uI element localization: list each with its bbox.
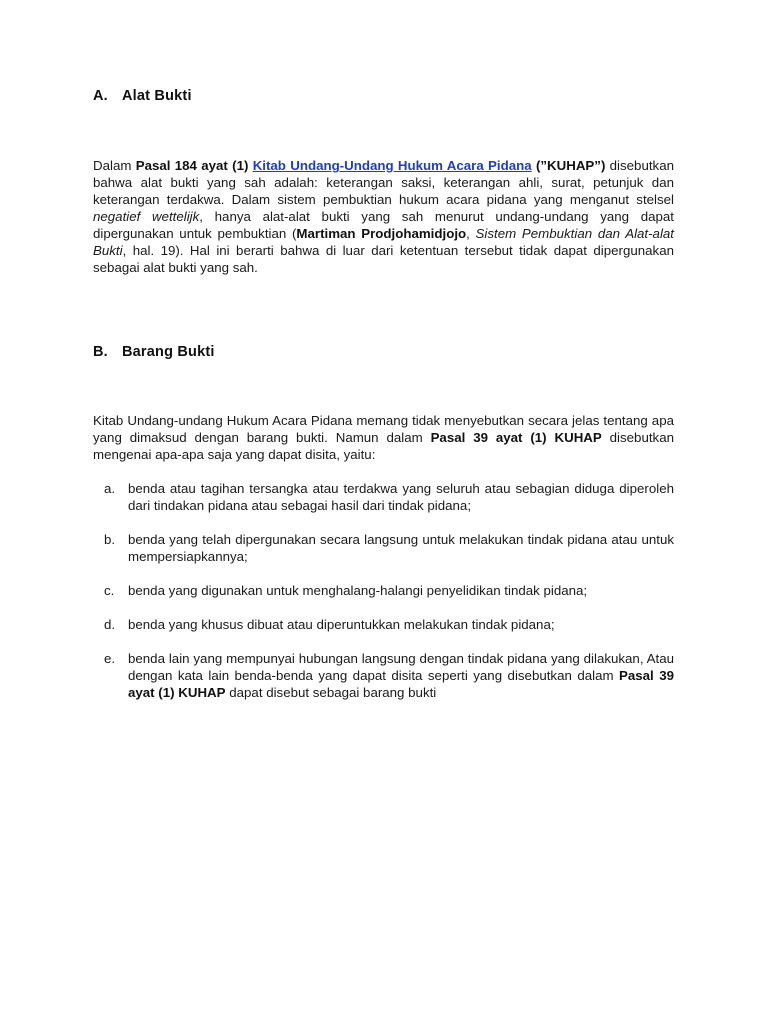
list-item-text: benda yang telah dipergunakan secara langsung untuk melakukan tindak pidana atau untuk mempersiapkannya; [128, 532, 674, 564]
list-item-text: benda yang digunakan untuk menghalang-halangi penyelidikan tindak pidana; [128, 583, 588, 598]
section-a-heading [93, 88, 192, 104]
seizure-items-list [93, 480, 674, 701]
text-run: , hanya alat-alat bukti yang sah menurut undang-undang yang dapat dipergunakan untuk pembuktian ( [93, 209, 674, 241]
section-a-letter: A. [93, 88, 108, 104]
kuhap-abbreviation: (”KUHAP”) [535, 158, 606, 173]
list-item-text: benda yang khusus dibuat atau diperuntukkan melakukan tindak pidana; [128, 617, 555, 632]
list-item-text: benda atau tagihan tersangka atau terdakwa yang seluruh atau sebagian diduga diperoleh dari tindakan pidana atau sebagai hasil dari tindak pidana; [128, 481, 674, 513]
text-run: Kitab Undang-undang Hukum Acara Pidana memang tidak menyebutkan secara jelas tentang apa yang dimaksud dengan barang bukti. Namun dalam [93, 413, 674, 445]
list-item [93, 582, 674, 599]
list-item [93, 616, 674, 633]
list-item [93, 650, 674, 701]
section-b-paragraph [93, 412, 674, 463]
section-b-heading [93, 344, 215, 360]
list-marker: d. [104, 617, 116, 632]
list-item [93, 531, 674, 565]
section-b-letter: B. [93, 344, 108, 360]
list-item-text: dapat disebut sebagai barang bukti [225, 685, 437, 700]
book-title: Sistem Pembuktian dan Alat-alat Bukti [93, 226, 674, 258]
list-marker: e. [104, 651, 116, 666]
text-run: disebutkan bahwa alat bukti yang sah adalah: keterangan saksi, keterangan ahli, surat, petunjuk dan keterangan terdakwa. Dalam sistem pembuktian hukum acara pidana yang menganut stelsel [93, 158, 674, 207]
list-marker: c. [104, 583, 115, 598]
text-run: disebutkan mengenai apa-apa saja yang dapat disita, yaitu: [93, 430, 674, 462]
list-item-text: benda lain yang mempunyai hubungan langsung dengan tindak pidana yang dilakukan, Atau dengan kata lain benda-benda yang dapat disita seperti yang disebutkan dalam [128, 651, 674, 683]
list-marker: a. [104, 481, 116, 496]
section-a-paragraph [93, 157, 674, 276]
section-a-title: Alat Bukti [122, 88, 192, 104]
list-item [93, 480, 674, 514]
pasal-39-ref: Pasal 39 ayat (1) KUHAP [430, 430, 602, 445]
author-name: Martiman Prodjohamidjojo [296, 226, 467, 241]
kuhap-link[interactable]: Kitab Undang-Undang Hukum Acara Pidana [252, 158, 532, 173]
pasal-39-ref: Pasal 39 ayat (1) KUHAP [128, 668, 674, 700]
pasal-184-ref: Pasal 184 ayat (1) [135, 158, 249, 173]
text-run: , hal. 19). Hal ini berarti bahwa di luar dari ketentuan tersebut tidak dapat dipergunakan sebagai alat bukti yang sah. [93, 243, 674, 275]
negatief-wettelijk-term: negatief wettelijk [93, 209, 200, 224]
list-marker: b. [104, 532, 116, 547]
section-b-title: Barang Bukti [122, 344, 215, 360]
text-run: Dalam [93, 158, 136, 173]
text-run: , [466, 226, 476, 241]
